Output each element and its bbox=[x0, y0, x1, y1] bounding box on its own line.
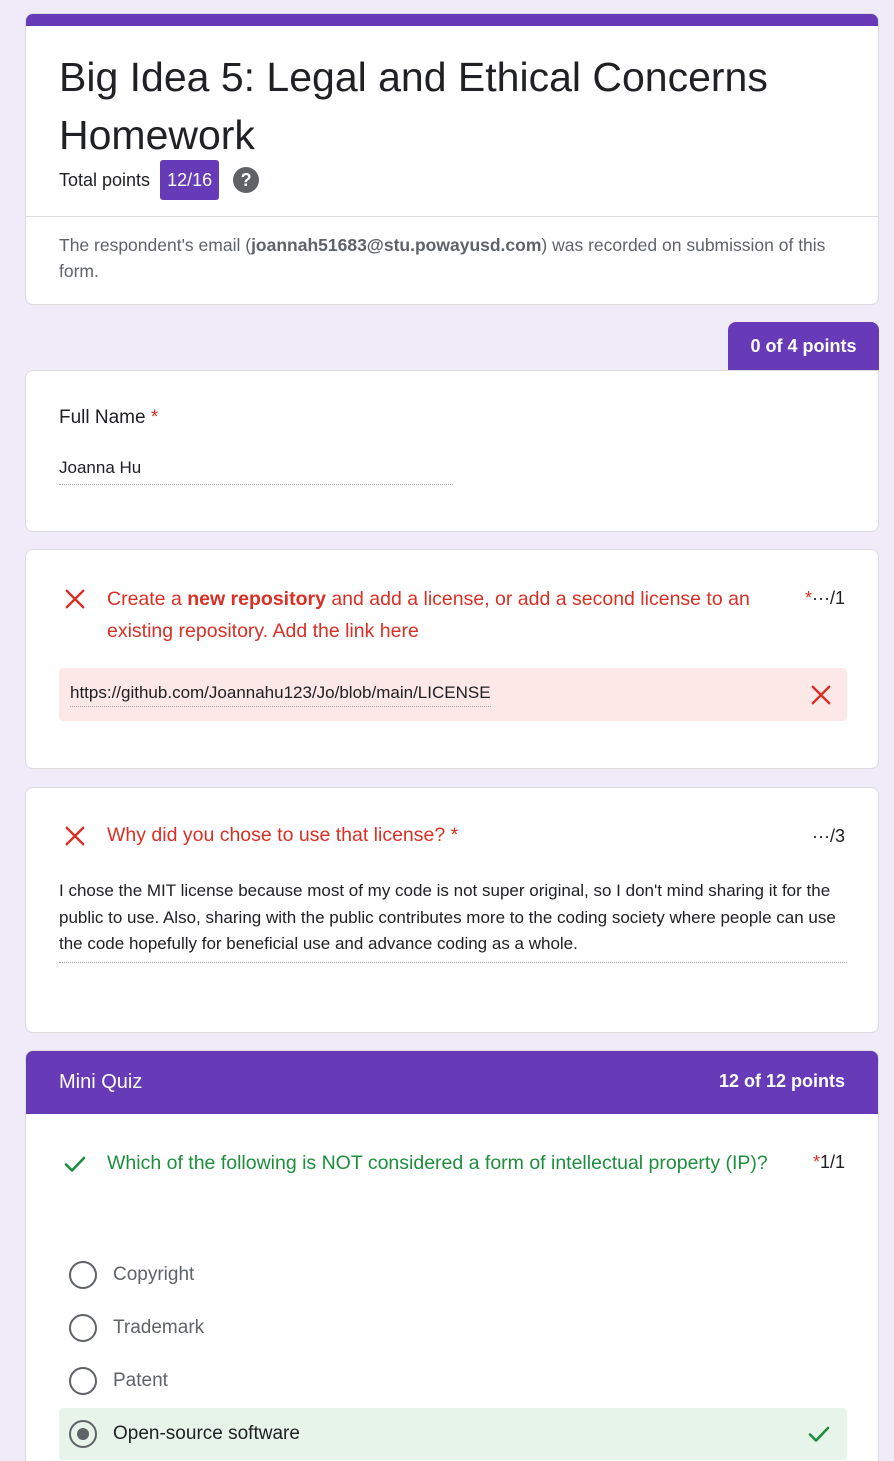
form-header-card bbox=[25, 13, 879, 305]
total-points-row bbox=[59, 160, 259, 200]
close-icon bbox=[64, 825, 86, 847]
repository-answer-box bbox=[59, 668, 847, 721]
mini-quiz-section-card bbox=[25, 1050, 879, 1461]
respondent-email: joannah51683@stu.powayusd.com bbox=[251, 235, 542, 255]
total-points-badge: 12/16 bbox=[160, 160, 219, 200]
close-icon bbox=[64, 588, 86, 610]
license-reason-score: ···/3 bbox=[812, 826, 845, 846]
option-label: Patent bbox=[113, 1370, 168, 1391]
repository-question-score: *···/1 bbox=[804, 588, 845, 608]
option-open-source-software[interactable] bbox=[59, 1408, 847, 1460]
radio-button[interactable] bbox=[69, 1314, 97, 1342]
help-circle-icon[interactable]: ? bbox=[233, 167, 259, 193]
check-icon bbox=[807, 1422, 831, 1446]
option-patent[interactable] bbox=[59, 1355, 847, 1407]
repository-question-text: Create a new repository and add a license, or add a second license to an existing repository. Add the link here bbox=[107, 588, 750, 642]
section-points-tab: 0 of 4 points bbox=[728, 322, 879, 370]
radio-button[interactable] bbox=[69, 1367, 97, 1395]
check-icon bbox=[63, 1152, 87, 1176]
option-label: Copyright bbox=[113, 1264, 195, 1285]
option-trademark[interactable] bbox=[59, 1302, 847, 1354]
repository-question-card bbox=[25, 549, 879, 769]
option-label: Trademark bbox=[113, 1317, 205, 1338]
full-name-answer: Joanna Hu bbox=[59, 458, 453, 485]
full-name-label: Full Name * bbox=[59, 407, 159, 428]
mini-quiz-header bbox=[26, 1051, 878, 1114]
mini-quiz-title: Mini Quiz bbox=[59, 1071, 143, 1093]
license-reason-question-card bbox=[25, 787, 879, 1033]
radio-button-selected[interactable] bbox=[69, 1420, 97, 1448]
license-reason-answer: I chose the MIT license because most of my code is not super original, so I don't mind sharing it for the public to use. Also, sharing with the public contributes more to the coding society where people can use the code hopefully for beneficial use and advance coding as a whole. bbox=[59, 878, 847, 963]
ip-question-text: Which of the following is NOT considered a form of intellectual property (IP)? bbox=[107, 1152, 768, 1174]
mini-quiz-points: 12 of 12 points bbox=[718, 1071, 845, 1091]
license-reason-question-text: Why did you chose to use that license? * bbox=[107, 824, 459, 846]
ip-question-score: *1/1 bbox=[812, 1152, 845, 1172]
header-divider bbox=[26, 216, 878, 217]
option-label: Open-source software bbox=[113, 1423, 300, 1444]
option-copyright[interactable] bbox=[59, 1249, 847, 1301]
total-points-label: Total points bbox=[59, 169, 151, 190]
repository-answer-link[interactable]: https://github.com/Joannahu123/Jo/blob/main/LICENSE bbox=[70, 683, 491, 707]
form-title: Big Idea 5: Legal and Ethical Concerns Homework bbox=[59, 54, 768, 158]
full-name-question-card bbox=[25, 370, 879, 532]
email-recorded-note: The respondent's email (joannah51683@stu.powayusd.com) was recorded on submission of this form. bbox=[59, 235, 826, 281]
radio-button[interactable] bbox=[69, 1261, 97, 1289]
required-mark: * bbox=[150, 407, 159, 428]
close-icon bbox=[810, 684, 832, 706]
header-accent-bar bbox=[26, 14, 878, 26]
